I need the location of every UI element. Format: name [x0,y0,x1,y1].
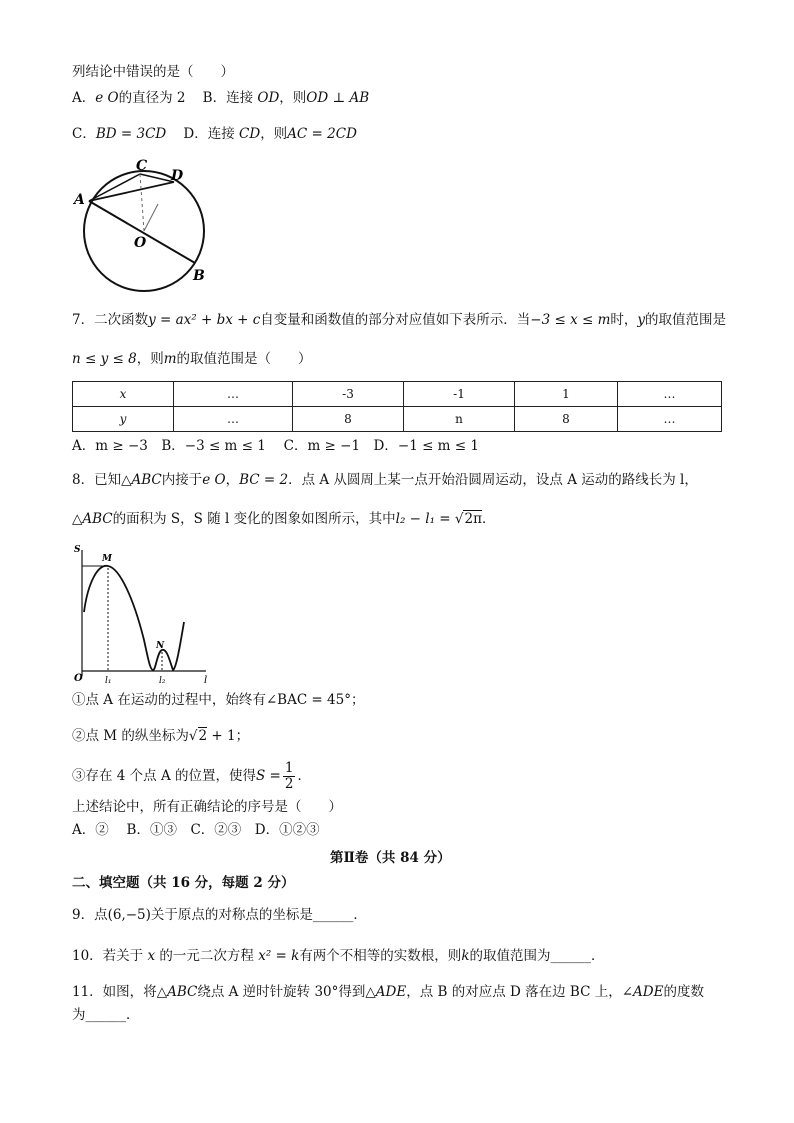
q8-statement-1: ①点 A 在运动的过程中，始终有∠BAC = 45°； [72,692,365,708]
q10 [72,946,605,966]
s-curve [84,566,184,670]
part-heading: 二、填空题（共 16 分，每题 2 分） [72,875,295,891]
q11-triangle: △ABC [156,984,198,1000]
fraction-denominator: 2 [284,776,294,792]
q9-prefix: 9．点 [72,907,108,923]
q9 [72,905,367,925]
q10-var2: k [461,948,470,964]
q10-mid2: 有两个不相等的实数根，则 [299,948,462,964]
q11-mid: 绕点 A 逆时针旋转 30°得到 [197,984,366,1000]
q8-s3-math: S = [256,768,281,784]
q8-line1-end: ．点 A 从圆周上某一点开始沿圆周运动，设点 A 运动的路线长为 l， [288,472,698,488]
table-cell: y [73,407,174,432]
q8-circle: e O [202,472,226,488]
table-cell: … [174,407,293,432]
q8-line2-mid: 的面积为 S，S 随 l 变化的图象如图所示，其中 [112,511,396,527]
segment-od [144,204,158,231]
table-row [73,382,722,407]
q8-line1-mid2: ， [225,472,240,488]
q8-line2-root: 2π [464,511,482,527]
q6-option-a-text: 的直径为 2 [118,90,186,106]
q8-line1-prefix: 8．已知 [72,472,122,488]
q6-options-ab [72,88,369,108]
label-d: D [171,168,184,184]
q6-option-c-math: BD = 3CD [95,126,167,142]
q8-s2-root: 2 [198,728,208,744]
label-m: M [102,554,112,564]
q11-triangle2: △ADE [365,984,407,1000]
table-cell: … [174,382,293,407]
q6-option-d-math2: AC = 2CD [287,126,357,142]
q6-option-a-math: e O [95,90,119,106]
label-s: S [74,545,81,555]
q8-s2-prefix: ②点 M 的纵坐标为 [72,728,189,744]
label-n: N [156,641,165,651]
chord-cd [140,174,174,182]
q8-s2-end: + 1； [207,728,250,744]
q11-line2: 为______． [72,1007,140,1023]
q8-statement-2: ②点 M 的纵坐标为√2 + 1； [72,728,250,744]
diameter-ab [89,201,195,263]
q6-option-b-math: OD [257,90,280,106]
q8-s3-end: ． [297,768,311,784]
q11-end: 的度数 [663,984,704,1000]
q8-stem-line1 [72,470,698,490]
q8-triangle: △ABC [121,472,162,488]
q8-bc: BC = 2 [239,472,289,488]
q10-prefix: 10．若关于 [72,948,144,964]
q8-conclusion: 上述结论中，所有正确结论的序号是（ ） [72,799,342,815]
table-row [73,407,722,432]
q8-stem-line2: △ABC的面积为 S，S 随 l 变化的图象如图所示，其中l₂ − l₁ = √2π． [72,511,496,527]
q6-stem: 列结论中错误的是（ ） [72,64,234,80]
q6-option-d-label: D．连接 [183,126,235,142]
q7-line2-text: ，则 [136,351,164,367]
table-cell: 8 [293,407,404,432]
q7-value-table [72,381,722,432]
q7-line2-var: m [163,351,177,367]
q9-point: (6,−5) [107,907,151,923]
label-l2: l₂ [159,676,166,685]
table-cell: -3 [293,382,404,407]
label-c: C [136,158,148,174]
q11-angle: ∠ADE [621,984,664,1000]
q7-var-y: y [637,312,646,328]
q7-stem-line1 [72,310,726,330]
q8-line2-end: ． [481,511,496,527]
q7-stem-line2 [72,349,312,369]
q8-statement-3 [72,760,311,792]
table-cell: … [618,407,722,432]
q7-stem-end: 的取值范围是 [645,312,727,328]
q8-line1-mid: 内接于 [161,472,203,488]
q8-line2-math: l₂ − l₁ = [395,511,455,527]
q7-function: y = ax² + bx + c [148,312,261,328]
label-l: l [204,675,208,685]
label-b: B [193,268,205,284]
q7-stem-mid2: 时， [610,312,638,328]
table-cell: … [618,382,722,407]
s-l-graph [70,540,215,685]
label-a: A [74,192,85,208]
q6-option-a-label: A． [72,90,96,106]
q6-option-d-math: CD [239,126,261,142]
q6-option-b-math2: OD ⊥ AB [306,90,370,106]
q10-suffix: 的取值范围为______． [469,948,605,964]
q6-options-cd [72,124,357,144]
fraction-one-half [283,761,296,792]
q7-stem-mid: 自变量和函数值的部分对应值如下表所示．当 [260,312,531,328]
label-o: O [74,673,83,684]
q6-option-b-label: B．连接 [202,90,254,106]
q8-line2-prefix: △ABC [72,511,113,527]
q11-mid2: ，点 B 的对应点 D 落在边 BC 上， [406,984,622,1000]
q7-line2-math: n ≤ y ≤ 8 [72,351,137,367]
q7-stem-prefix: 7．二次函数 [72,312,149,328]
label-l1: l₁ [105,676,112,685]
q6-option-c-label: C． [72,126,96,142]
fraction-numerator: 1 [284,760,294,776]
q10-equation: x² = k [258,948,300,964]
q11-line1 [72,982,704,1002]
q6-option-d-text: ，则 [260,126,288,142]
q9-suffix: 关于原点的对称点的坐标是______． [150,907,367,923]
q6-option-b-text: ，则 [279,90,307,106]
table-cell: -1 [404,382,515,407]
q10-mid: 的一元二次方程 [159,948,254,964]
dashed-oc [140,174,144,231]
q8-s3-prefix: ③存在 4 个点 A 的位置，使得 [72,768,257,784]
q11-prefix: 11．如图，将 [72,984,157,1000]
chord-ad [89,182,174,201]
q7-options: A．m ≥ −3 B．−3 ≤ m ≤ 1 C．m ≥ −1 D．−1 ≤ m ≤ 1 [72,438,479,454]
section-title: 第Ⅱ卷（共 84 分） [330,850,451,866]
table-cell: x [73,382,174,407]
table-cell: 1 [515,382,618,407]
label-o: O [134,235,147,251]
circle-figure [70,152,220,292]
q7-condition: −3 ≤ x ≤ m [530,312,611,328]
table-cell: n [404,407,515,432]
q10-var: x [147,948,156,964]
q8-options: A．② B．①③ C．②③ D．①②③ [72,822,320,838]
table-cell: 8 [515,407,618,432]
q7-line2-end: 的取值范围是（ ） [176,351,312,367]
